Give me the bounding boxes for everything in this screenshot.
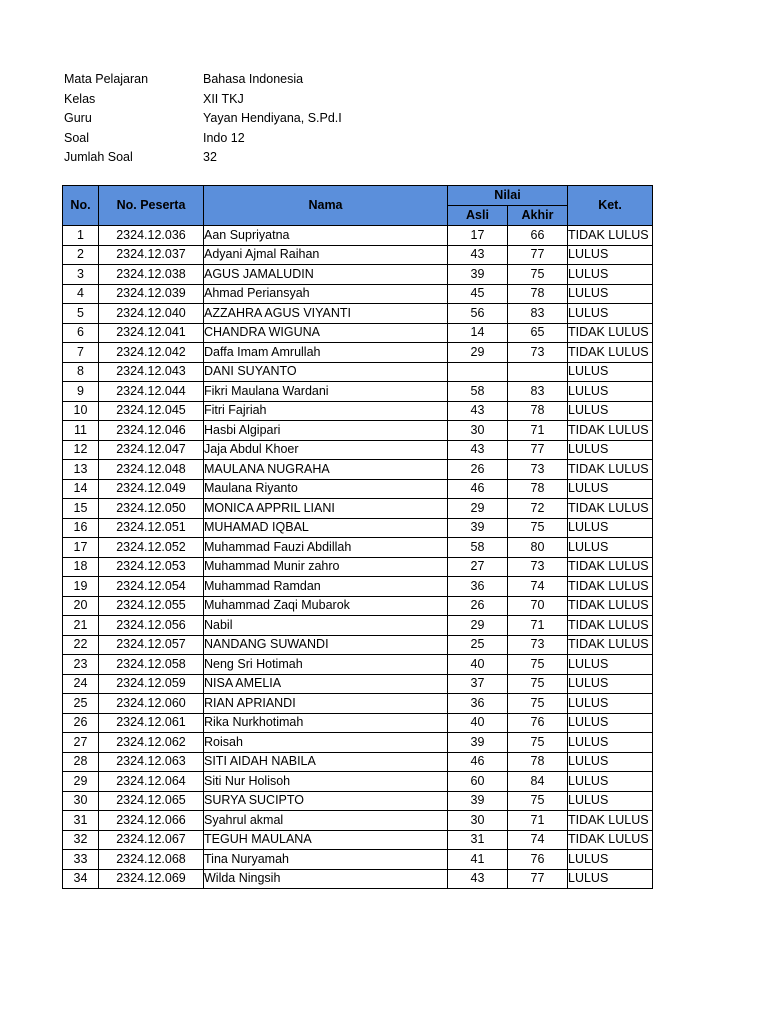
cell-no: 31 — [63, 811, 99, 831]
cell-score-final: 75 — [508, 655, 568, 675]
cell-score-original — [448, 362, 508, 382]
table-row — [63, 440, 653, 460]
cell-score-final: 70 — [508, 596, 568, 616]
cell-name: RIAN APRIANDI — [204, 694, 448, 714]
table-row — [63, 577, 653, 597]
cell-score-original: 39 — [448, 733, 508, 753]
cell-score-final: 73 — [508, 557, 568, 577]
cell-remarks: TIDAK LULUS — [568, 343, 653, 363]
cell-participant-number: 2324.12.069 — [99, 869, 204, 889]
cell-remarks: LULUS — [568, 655, 653, 675]
cell-score-final: 83 — [508, 304, 568, 324]
cell-score-original: 43 — [448, 245, 508, 265]
cell-name: Fitri Fajriah — [204, 401, 448, 421]
cell-participant-number: 2324.12.062 — [99, 733, 204, 753]
cell-remarks: LULUS — [568, 304, 653, 324]
info-row-class — [64, 90, 342, 110]
cell-no: 9 — [63, 382, 99, 402]
table-row — [63, 713, 653, 733]
cell-name: NANDANG SUWANDI — [204, 635, 448, 655]
cell-remarks: LULUS — [568, 850, 653, 870]
info-value: 32 — [203, 150, 217, 164]
cell-no: 2 — [63, 245, 99, 265]
cell-score-original: 58 — [448, 382, 508, 402]
info-block — [64, 70, 342, 168]
cell-score-original: 46 — [448, 752, 508, 772]
cell-score-original: 37 — [448, 674, 508, 694]
cell-no: 1 — [63, 226, 99, 246]
cell-score-final — [508, 362, 568, 382]
table-row — [63, 616, 653, 636]
cell-no: 20 — [63, 596, 99, 616]
info-label: Soal — [64, 130, 90, 145]
cell-score-final: 75 — [508, 733, 568, 753]
cell-score-final: 73 — [508, 460, 568, 480]
cell-name: AGUS JAMALUDIN — [204, 265, 448, 285]
cell-no: 22 — [63, 635, 99, 655]
info-row-subject — [64, 70, 342, 90]
cell-no: 16 — [63, 518, 99, 538]
cell-score-final: 77 — [508, 245, 568, 265]
cell-name: Siti Nur Holisoh — [204, 772, 448, 792]
cell-name: DANI SUYANTO — [204, 362, 448, 382]
cell-remarks: TIDAK LULUS — [568, 460, 653, 480]
cell-participant-number: 2324.12.063 — [99, 752, 204, 772]
cell-name: Rika Nurkhotimah — [204, 713, 448, 733]
cell-participant-number: 2324.12.065 — [99, 791, 204, 811]
cell-name: AZZAHRA AGUS VIYANTI — [204, 304, 448, 324]
cell-score-original: 31 — [448, 830, 508, 850]
table-row — [63, 596, 653, 616]
cell-remarks: LULUS — [568, 674, 653, 694]
cell-no: 7 — [63, 343, 99, 363]
cell-no: 24 — [63, 674, 99, 694]
info-label: Mata Pelajaran — [64, 72, 149, 86]
cell-no: 5 — [63, 304, 99, 324]
cell-score-final: 75 — [508, 694, 568, 714]
cell-score-original: 39 — [448, 791, 508, 811]
cell-score-original: 60 — [448, 772, 508, 792]
cell-participant-number: 2324.12.041 — [99, 323, 204, 343]
cell-no: 17 — [63, 538, 99, 558]
cell-score-final: 83 — [508, 382, 568, 402]
cell-no: 32 — [63, 830, 99, 850]
cell-no: 15 — [63, 499, 99, 519]
cell-score-original: 40 — [448, 713, 508, 733]
cell-score-final: 77 — [508, 869, 568, 889]
cell-remarks: TIDAK LULUS — [568, 596, 653, 616]
cell-participant-number: 2324.12.058 — [99, 655, 204, 675]
cell-no: 28 — [63, 752, 99, 772]
table-row — [63, 304, 653, 324]
cell-remarks: LULUS — [568, 752, 653, 772]
cell-participant-number: 2324.12.054 — [99, 577, 204, 597]
cell-score-original: 25 — [448, 635, 508, 655]
cell-score-original: 30 — [448, 421, 508, 441]
cell-score-final: 74 — [508, 577, 568, 597]
cell-score-original: 29 — [448, 616, 508, 636]
cell-score-final: 75 — [508, 265, 568, 285]
cell-participant-number: 2324.12.042 — [99, 343, 204, 363]
cell-name: Hasbi Algipari — [204, 421, 448, 441]
cell-name: Tina Nuryamah — [204, 850, 448, 870]
cell-remarks: TIDAK LULUS — [568, 830, 653, 850]
cell-score-final: 84 — [508, 772, 568, 792]
cell-participant-number: 2324.12.052 — [99, 538, 204, 558]
table-row — [63, 674, 653, 694]
info-value: Bahasa Indonesia — [203, 72, 304, 86]
table-row — [63, 245, 653, 265]
cell-no: 8 — [63, 362, 99, 382]
cell-participant-number: 2324.12.037 — [99, 245, 204, 265]
cell-remarks: TIDAK LULUS — [568, 226, 653, 246]
cell-score-final: 76 — [508, 713, 568, 733]
cell-score-final: 71 — [508, 421, 568, 441]
cell-remarks: TIDAK LULUS — [568, 577, 653, 597]
cell-remarks: LULUS — [568, 733, 653, 753]
cell-score-final: 66 — [508, 226, 568, 246]
cell-name: CHANDRA WIGUNA — [204, 323, 448, 343]
cell-no: 3 — [63, 265, 99, 285]
cell-score-final: 72 — [508, 499, 568, 519]
table-row — [63, 869, 653, 889]
cell-participant-number: 2324.12.057 — [99, 635, 204, 655]
cell-score-original: 45 — [448, 284, 508, 304]
cell-remarks: LULUS — [568, 713, 653, 733]
cell-name: Maulana Riyanto — [204, 479, 448, 499]
table-row — [63, 830, 653, 850]
table-row — [63, 772, 653, 792]
table-row — [63, 694, 653, 714]
table-row — [63, 401, 653, 421]
cell-remarks: LULUS — [568, 440, 653, 460]
cell-score-original: 46 — [448, 479, 508, 499]
table-row — [63, 460, 653, 480]
table-row — [63, 421, 653, 441]
cell-score-original: 43 — [448, 869, 508, 889]
cell-no: 18 — [63, 557, 99, 577]
cell-name: Ahmad Periansyah — [204, 284, 448, 304]
cell-participant-number: 2324.12.068 — [99, 850, 204, 870]
table-row — [63, 479, 653, 499]
cell-remarks: LULUS — [568, 382, 653, 402]
cell-score-final: 71 — [508, 616, 568, 636]
table-row — [63, 557, 653, 577]
cell-name: Fikri Maulana Wardani — [204, 382, 448, 402]
cell-score-original: 29 — [448, 343, 508, 363]
table-row — [63, 791, 653, 811]
cell-participant-number: 2324.12.047 — [99, 440, 204, 460]
cell-participant-number: 2324.12.051 — [99, 518, 204, 538]
table-row — [63, 655, 653, 675]
cell-name: Muhammad Munir zahro — [204, 557, 448, 577]
info-value: Yayan Hendiyana, S.Pd.I — [203, 111, 342, 125]
cell-score-final: 78 — [508, 752, 568, 772]
cell-no: 25 — [63, 694, 99, 714]
table-row — [63, 226, 653, 246]
cell-score-original: 39 — [448, 265, 508, 285]
table-row — [63, 499, 653, 519]
cell-name: Wilda Ningsih — [204, 869, 448, 889]
cell-remarks: LULUS — [568, 245, 653, 265]
cell-participant-number: 2324.12.040 — [99, 304, 204, 324]
cell-remarks: LULUS — [568, 869, 653, 889]
cell-participant-number: 2324.12.046 — [99, 421, 204, 441]
cell-score-final: 78 — [508, 284, 568, 304]
cell-score-original: 27 — [448, 557, 508, 577]
cell-participant-number: 2324.12.056 — [99, 616, 204, 636]
cell-no: 27 — [63, 733, 99, 753]
cell-participant-number: 2324.12.048 — [99, 460, 204, 480]
info-row-question-set — [64, 129, 342, 149]
cell-name: Muhammad Zaqi Mubarok — [204, 596, 448, 616]
cell-no: 19 — [63, 577, 99, 597]
cell-name: Neng Sri Hotimah — [204, 655, 448, 675]
cell-name: Aan Supriyatna — [204, 226, 448, 246]
table-row — [63, 265, 653, 285]
table-row — [63, 362, 653, 382]
cell-participant-number: 2324.12.045 — [99, 401, 204, 421]
cell-remarks: TIDAK LULUS — [568, 499, 653, 519]
table-row — [63, 343, 653, 363]
cell-name: SITI AIDAH NABILA — [204, 752, 448, 772]
cell-remarks: LULUS — [568, 518, 653, 538]
grades-table-body — [63, 226, 653, 889]
table-row — [63, 382, 653, 402]
cell-no: 4 — [63, 284, 99, 304]
cell-no: 34 — [63, 869, 99, 889]
cell-remarks: LULUS — [568, 538, 653, 558]
header-participant-number: No. Peserta — [99, 186, 204, 226]
cell-name: TEGUH MAULANA — [204, 830, 448, 850]
cell-score-final: 74 — [508, 830, 568, 850]
cell-score-final: 80 — [508, 538, 568, 558]
cell-no: 21 — [63, 616, 99, 636]
cell-score-original: 36 — [448, 577, 508, 597]
grades-table — [62, 185, 653, 889]
cell-score-original: 41 — [448, 850, 508, 870]
cell-score-final: 75 — [508, 791, 568, 811]
table-row — [63, 635, 653, 655]
cell-score-original: 56 — [448, 304, 508, 324]
info-row-teacher — [64, 109, 342, 129]
table-row — [63, 323, 653, 343]
cell-score-original: 39 — [448, 518, 508, 538]
cell-participant-number: 2324.12.044 — [99, 382, 204, 402]
cell-no: 14 — [63, 479, 99, 499]
cell-name: Adyani Ajmal Raihan — [204, 245, 448, 265]
cell-remarks: TIDAK LULUS — [568, 616, 653, 636]
cell-score-final: 75 — [508, 518, 568, 538]
cell-remarks: LULUS — [568, 362, 653, 382]
cell-name: MUHAMAD IQBAL — [204, 518, 448, 538]
cell-remarks: LULUS — [568, 284, 653, 304]
cell-no: 30 — [63, 791, 99, 811]
cell-score-original: 43 — [448, 401, 508, 421]
cell-participant-number: 2324.12.038 — [99, 265, 204, 285]
cell-participant-number: 2324.12.053 — [99, 557, 204, 577]
cell-participant-number: 2324.12.039 — [99, 284, 204, 304]
header-score-original: Asli — [448, 206, 508, 226]
cell-score-original: 40 — [448, 655, 508, 675]
info-label: Jumlah Soal — [64, 150, 133, 164]
cell-score-original: 36 — [448, 694, 508, 714]
header-remarks: Ket. — [568, 186, 653, 226]
table-row — [63, 284, 653, 304]
cell-score-final: 71 — [508, 811, 568, 831]
cell-participant-number: 2324.12.060 — [99, 694, 204, 714]
cell-participant-number: 2324.12.043 — [99, 362, 204, 382]
table-row — [63, 752, 653, 772]
cell-participant-number: 2324.12.059 — [99, 674, 204, 694]
cell-score-original: 29 — [448, 499, 508, 519]
cell-remarks: LULUS — [568, 265, 653, 285]
header-score-final: Akhir — [508, 206, 568, 226]
info-label: Guru — [64, 111, 92, 125]
cell-participant-number: 2324.12.050 — [99, 499, 204, 519]
cell-no: 33 — [63, 850, 99, 870]
cell-participant-number: 2324.12.055 — [99, 596, 204, 616]
cell-name: MONICA APPRIL LIANI — [204, 499, 448, 519]
header-score: Nilai — [448, 186, 568, 206]
cell-score-final: 75 — [508, 674, 568, 694]
cell-name: MAULANA NUGRAHA — [204, 460, 448, 480]
info-label: Kelas — [64, 91, 96, 106]
cell-name: Roisah — [204, 733, 448, 753]
cell-name: Muhammad Fauzi Abdillah — [204, 538, 448, 558]
cell-remarks: TIDAK LULUS — [568, 557, 653, 577]
cell-participant-number: 2324.12.064 — [99, 772, 204, 792]
cell-no: 12 — [63, 440, 99, 460]
cell-score-final: 73 — [508, 635, 568, 655]
info-value: Indo 12 — [203, 130, 245, 145]
cell-score-original: 30 — [448, 811, 508, 831]
table-row — [63, 850, 653, 870]
info-row-question-count — [64, 148, 342, 168]
table-row — [63, 538, 653, 558]
cell-score-original: 26 — [448, 596, 508, 616]
cell-score-original: 17 — [448, 226, 508, 246]
cell-remarks: TIDAK LULUS — [568, 635, 653, 655]
cell-remarks: LULUS — [568, 401, 653, 421]
cell-participant-number: 2324.12.049 — [99, 479, 204, 499]
header-name: Nama — [204, 186, 448, 226]
cell-score-final: 73 — [508, 343, 568, 363]
cell-remarks: TIDAK LULUS — [568, 811, 653, 831]
cell-score-final: 65 — [508, 323, 568, 343]
cell-no: 11 — [63, 421, 99, 441]
cell-score-original: 58 — [448, 538, 508, 558]
table-row — [63, 811, 653, 831]
cell-participant-number: 2324.12.036 — [99, 226, 204, 246]
cell-score-original: 26 — [448, 460, 508, 480]
info-value: XII TKJ — [203, 91, 244, 106]
cell-no: 6 — [63, 323, 99, 343]
cell-score-original: 43 — [448, 440, 508, 460]
cell-remarks: LULUS — [568, 791, 653, 811]
cell-name: NISA AMELIA — [204, 674, 448, 694]
cell-remarks: LULUS — [568, 694, 653, 714]
cell-no: 29 — [63, 772, 99, 792]
cell-score-final: 77 — [508, 440, 568, 460]
cell-score-final: 78 — [508, 401, 568, 421]
cell-remarks: LULUS — [568, 479, 653, 499]
cell-score-final: 78 — [508, 479, 568, 499]
cell-participant-number: 2324.12.061 — [99, 713, 204, 733]
cell-participant-number: 2324.12.067 — [99, 830, 204, 850]
cell-score-original: 14 — [448, 323, 508, 343]
cell-no: 23 — [63, 655, 99, 675]
cell-name: Muhammad Ramdan — [204, 577, 448, 597]
table-row — [63, 733, 653, 753]
cell-participant-number: 2324.12.066 — [99, 811, 204, 831]
cell-name: Daffa Imam Amrullah — [204, 343, 448, 363]
cell-name: Syahrul akmal — [204, 811, 448, 831]
cell-remarks: TIDAK LULUS — [568, 421, 653, 441]
header-no: No. — [63, 186, 99, 226]
cell-no: 13 — [63, 460, 99, 480]
cell-remarks: LULUS — [568, 772, 653, 792]
cell-score-final: 76 — [508, 850, 568, 870]
cell-name: Nabil — [204, 616, 448, 636]
cell-name: SURYA SUCIPTO — [204, 791, 448, 811]
cell-name: Jaja Abdul Khoer — [204, 440, 448, 460]
cell-no: 10 — [63, 401, 99, 421]
table-row — [63, 518, 653, 538]
cell-no: 26 — [63, 713, 99, 733]
cell-remarks: TIDAK LULUS — [568, 323, 653, 343]
